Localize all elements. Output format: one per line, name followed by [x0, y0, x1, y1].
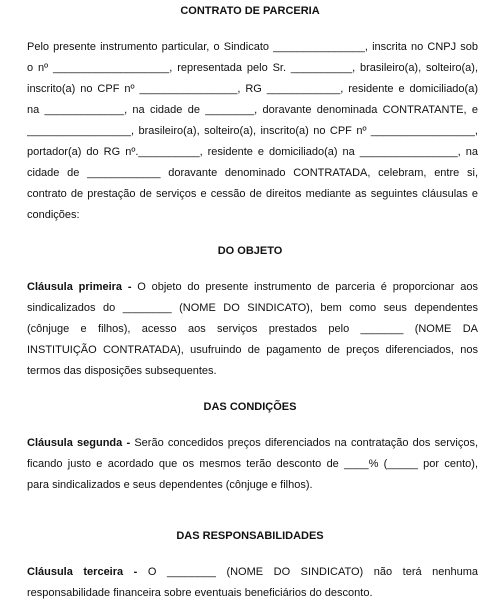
section-heading-condicoes: DAS CONDIÇÕES [203, 401, 297, 413]
clause-line: ficando justo e acordado que os mesmos terão desconto de ____% (_____ por cento), [27, 458, 478, 470]
clause-first-line [27, 565, 478, 579]
preamble-line: contrato de prestação de serviços e cessão de direitos mediante as seguintes cláusulas e [27, 188, 478, 200]
preamble-line: na _____________, na cidade de ________, doravante denominada CONTRATANTE, e [27, 104, 478, 116]
preamble-line: condições: [27, 209, 80, 221]
clause-first-line [27, 280, 478, 294]
clause-label: Cláusula terceira - [27, 566, 138, 578]
clause-line: para sindicalizados e seus dependentes (cônjuge e filhos). [27, 479, 313, 491]
clause-line: termos das disposições subsequentes. [27, 365, 217, 377]
preamble-line: _________________, brasileiro(a), solteiro(a), inscrito(a) no CPF nº _________________, [27, 125, 478, 137]
clause-line: (cônjuge e filhos), acesso aos serviços prestados pelo _______ (NOME DA [27, 323, 478, 335]
section-heading-objeto: DO OBJETO [217, 245, 283, 257]
preamble-line: inscrito(a) no CPF nº ________________, RG ____________, residente e domiciliado(a) [27, 83, 478, 95]
preamble-line: portador(a) do RG nº.__________, residente e domiciliado(a) na ________________, na [27, 146, 478, 158]
clause-text: O objeto do presente instrumento de parceria é proporcionar aos [131, 281, 478, 293]
preamble-line: o nº ___________________, representada pelo Sr. __________, brasileiro(a), solteiro(a), [27, 62, 478, 74]
clause-label: Cláusula primeira - [27, 281, 132, 293]
preamble-line: Pelo presente instrumento particular, o Sindicato _______________, inscrita no CNPJ sob [27, 41, 478, 53]
clause-line: sindicalizados do ________ (NOME DO SINDICATO), bem como seus dependentes [27, 302, 478, 314]
clause-label: Cláusula segunda - [27, 437, 131, 449]
preamble-line: cidade de ____________ doravante denominado CONTRATADA, celebram, entre si, [27, 167, 478, 179]
section-heading-responsabilidades: DAS RESPONSABILIDADES [176, 530, 324, 542]
clause-text: Serão concedidos preços diferenciados na contratação dos serviços, [130, 437, 478, 449]
clause-text: O ________ (NOME DO SINDICATO) não terá nenhuma [137, 566, 478, 578]
clause-first-line [27, 436, 478, 450]
document-title: CONTRATO DE PARCERIA [180, 5, 320, 17]
clause-line: responsabilidade financeira sobre eventuais beneficiários do desconto. [27, 587, 373, 599]
clause-line: INSTITUIÇÃO CONTRATADA), usufruindo de pagamento de preços diferenciados, nos [27, 344, 478, 356]
